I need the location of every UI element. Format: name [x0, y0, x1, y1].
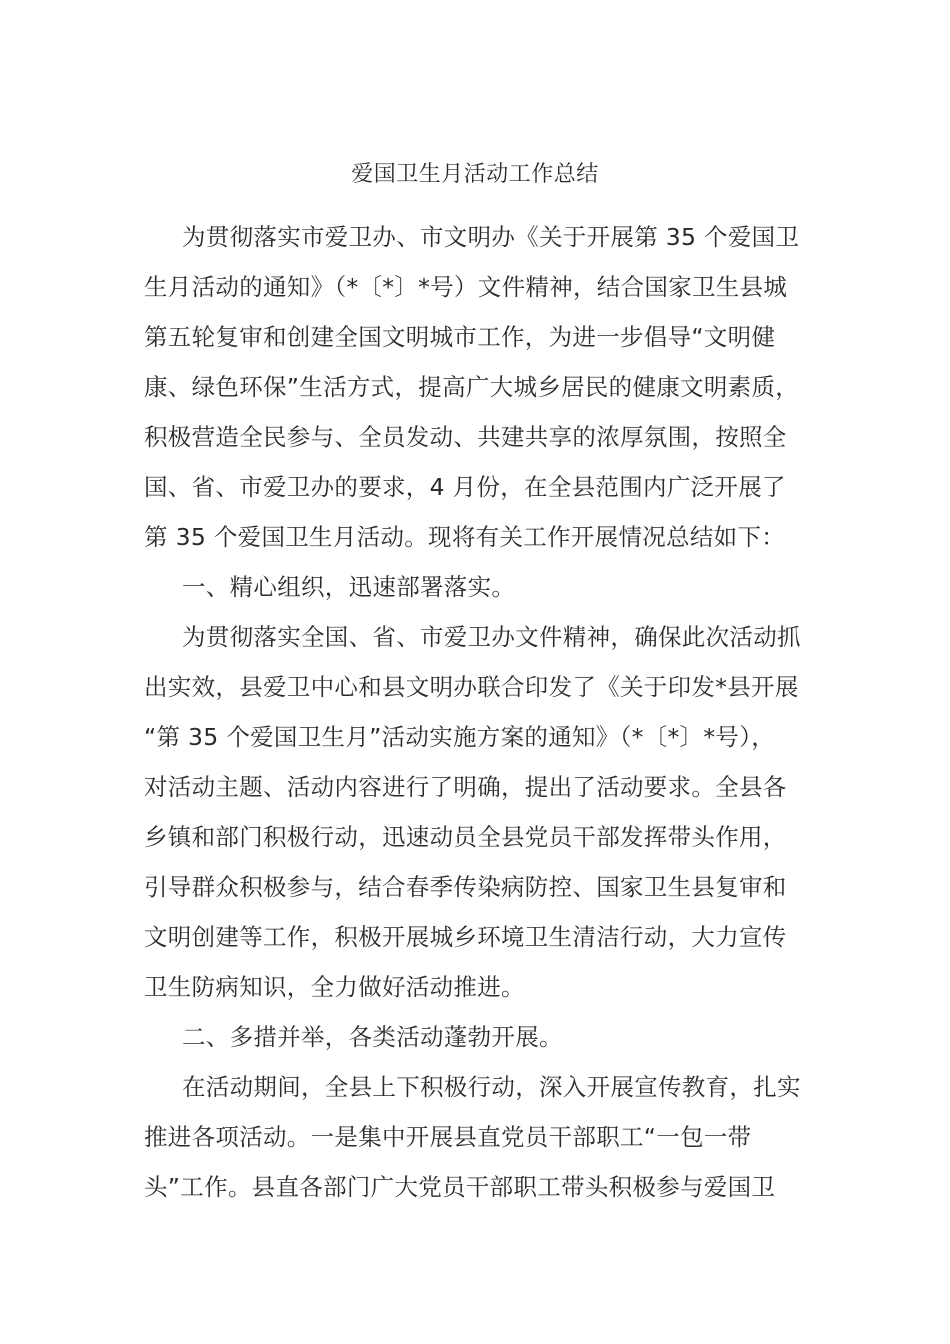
section-heading-2: 二、多措并举，各类活动蓬勃开展。 — [182, 1023, 563, 1051]
paragraph-line: 为贯彻落实全国、省、市爱卫办文件精神，确保此次活动抓 — [182, 623, 801, 651]
paragraph-line: “第 35 个爱国卫生月”活动实施方案的通知》（*〔*〕*号）， — [144, 723, 776, 751]
paragraph-line: 引导群众积极参与，结合春季传染病防控、国家卫生县复审和 — [144, 873, 787, 901]
paragraph-line: 文明创建等工作，积极开展城乡环境卫生清洁行动，大力宣传 — [144, 923, 787, 951]
paragraph-line: 在活动期间，全县上下积极行动，深入开展宣传教育，扎实 — [182, 1073, 801, 1101]
paragraph-line: 积极营造全民参与、全员发动、共建共享的浓厚氛围，按照全 — [144, 423, 787, 451]
paragraph-line: 为贯彻落实市爱卫办、市文明办《关于开展第 35 个爱国卫 — [182, 223, 800, 251]
paragraph-line: 卫生防病知识，全力做好活动推进。 — [144, 973, 525, 1001]
paragraph-line: 生月活动的通知》（*〔*〕*号）文件精神，结合国家卫生县城 — [144, 273, 788, 301]
paragraph-line: 对活动主题、活动内容进行了明确，提出了活动要求。全县各 — [144, 773, 787, 801]
paragraph-line: 乡镇和部门积极行动，迅速动员全县党员干部发挥带头作用， — [144, 823, 787, 851]
section-heading-1: 一、精心组织，迅速部署落实。 — [182, 573, 516, 601]
paragraph-line: 第五轮复审和创建全国文明城市工作，为进一步倡导“文明健 — [144, 323, 776, 351]
paragraph-line: 推进各项活动。一是集中开展县直党员干部职工“一包一带 — [144, 1123, 752, 1151]
paragraph-line: 康、绿色环保”生活方式，提高广大城乡居民的健康文明素质， — [144, 373, 800, 401]
paragraph-line: 第 35 个爱国卫生月活动。现将有关工作开展情况总结如下： — [144, 523, 786, 551]
paragraph-line: 头”工作。县直各部门广大党员干部职工带头积极参与爱国卫 — [144, 1173, 776, 1201]
paragraph-line: 国、省、市爱卫办的要求，4 月份，在全县范围内广泛开展了 — [144, 473, 786, 501]
paragraph-line: 出实效，县爱卫中心和县文明办联合印发了《关于印发*县开展 — [144, 673, 799, 701]
document-title: 爱国卫生月活动工作总结 — [351, 162, 599, 187]
